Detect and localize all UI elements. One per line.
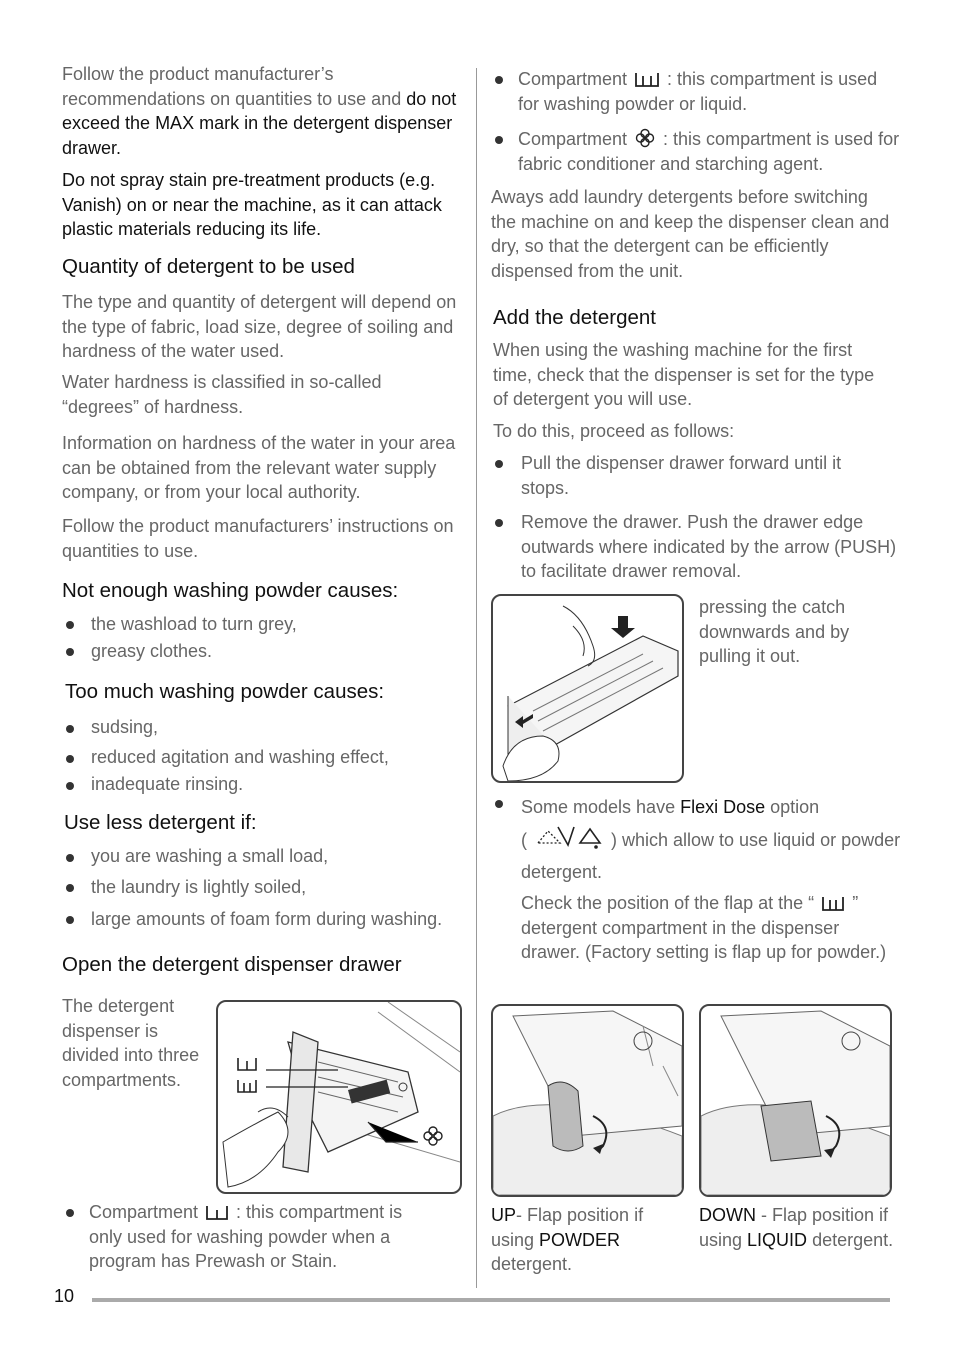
- bullet-icon: [66, 782, 74, 790]
- list-item: the laundry is lightly soiled,: [91, 877, 307, 897]
- softener-flower-icon: [424, 1127, 442, 1145]
- prewash-compartment-icon: [205, 1205, 229, 1221]
- bullet-icon: [66, 854, 74, 862]
- flap-up-caption: [491, 1203, 671, 1277]
- flap-down-label: DOWN: [699, 1205, 756, 1225]
- detergent-word: detergent.: [807, 1229, 894, 1250]
- flexi-dose-icon: [534, 823, 604, 849]
- main-wash-compartment-icon: [634, 72, 660, 88]
- flexi-description: ) which allow to use liquid or powder detergent.: [521, 830, 901, 882]
- quantity-paragraph-2: Water hardness is classified in so-called “degrees” of hardness.: [62, 372, 382, 417]
- bullet-icon: [495, 519, 503, 527]
- main-wash-compartment-icon: [821, 896, 845, 912]
- use-less-heading: Use less detergent if:: [64, 811, 257, 834]
- too-much-heading: Too much washing powder causes:: [65, 680, 385, 703]
- flap-down-illustration: [699, 1004, 892, 1197]
- list-item: the washload to turn grey,: [91, 614, 297, 634]
- open-drawer-paragraph: The detergent dispenser is divided into three compartments.: [62, 996, 200, 1090]
- intro-text: Follow the product manufacturer’s recommendations on quantities to use and: [62, 64, 407, 109]
- bullet-icon: [66, 1209, 74, 1217]
- step-pull-drawer: Pull the dispenser drawer forward until it stops.: [521, 453, 842, 498]
- bullet-icon: [66, 621, 74, 629]
- column-divider: [476, 68, 477, 1288]
- compartment-label: Compartment: [89, 1202, 204, 1222]
- list-item: reduced agitation and washing effect,: [91, 747, 389, 767]
- quantity-paragraph-4: Follow the product manufacturers’ instructions on quantities to use.: [62, 516, 454, 561]
- list-item: greasy clothes.: [91, 641, 213, 661]
- powder-label: POWDER: [539, 1229, 621, 1250]
- bullet-icon: [66, 884, 74, 892]
- bullet-icon: [66, 755, 74, 763]
- check-flap-text: [521, 891, 896, 965]
- intro-paragraph: [62, 62, 462, 160]
- flexi-option: option: [765, 797, 820, 817]
- proceed-paragraph: To do this, proceed as follows:: [493, 421, 735, 441]
- check-flap-label: Check the position of the flap at the “: [521, 893, 820, 913]
- open-drawer-heading: Open the detergent dispenser drawer: [62, 953, 402, 976]
- flexi-label: Some models have: [521, 797, 681, 817]
- flap-up-illustration: [491, 1004, 684, 1197]
- flap-down-text: - Flap position if using: [699, 1205, 889, 1250]
- intro-emphasis: do not exceed the MAX mark in the detergent dispenser drawer.: [62, 88, 457, 158]
- list-item: large amounts of foam form during washing.: [91, 909, 443, 929]
- add-detergent-paragraph: When using the washing machine for the first time, check that the dispenser is set for the type of detergent you will use.: [493, 340, 875, 410]
- flap-up-label: UP: [491, 1205, 517, 1225]
- bullet-icon: [495, 136, 503, 144]
- flap-up-text: - Flap position if using: [491, 1205, 644, 1250]
- compartment-description: : this compartment is used for washing powder or liquid.: [518, 69, 878, 114]
- liquid-label: LIQUID: [747, 1229, 808, 1250]
- add-detergent-heading: Add the detergent: [493, 306, 656, 329]
- bullet-icon: [66, 725, 74, 733]
- drawer-removal-illustration: [491, 594, 684, 783]
- list-item: you are washing a small load,: [91, 846, 329, 866]
- check-flap-description: ” detergent compartment in the dispenser drawer. (Factory setting is flap up for powder.): [521, 893, 887, 963]
- always-add-paragraph: Aways add laundry detergents before switching the machine on and keep the dispenser clean and dry, so that the detergent can be efficiently dispensed from the unit.: [491, 187, 890, 281]
- quantity-heading: Quantity of detergent to be used: [62, 255, 355, 278]
- list-item: sudsing,: [91, 717, 159, 737]
- flexi-dose-name: Flexi Dose: [680, 797, 766, 817]
- page-number: 10: [54, 1286, 75, 1306]
- compartment-label: Compartment: [518, 129, 633, 149]
- footer-rule: [92, 1298, 890, 1302]
- prewash-compartment-icon: [238, 1058, 256, 1070]
- compartment-description: : this compartment is used for fabric conditioner and starching agent.: [518, 129, 900, 174]
- bullet-icon: [495, 76, 503, 84]
- quantity-paragraph-3: Information on hardness of the water in your area can be obtained from the relevant water supply company, or from your local authority.: [62, 433, 456, 503]
- prewash-compartment-text: [89, 1200, 439, 1274]
- stain-warning: Do not spray stain pre-treatment products (e.g. Vanish) on or near the machine, as it can attack plastic materials reducing its life.: [62, 170, 442, 240]
- softener-flower-icon: [634, 128, 656, 148]
- bullet-icon: [66, 916, 74, 924]
- main-wash-compartment-text: [518, 67, 903, 116]
- flexi-dose-text: [521, 791, 901, 888]
- step-remove-continued: pressing the catch downwards and by pulling it out.: [699, 597, 850, 667]
- softener-compartment-text: [518, 127, 903, 176]
- step-remove-drawer: Remove the drawer. Push the drawer edge outwards where indicated by the arrow (PUSH) to facilitate drawer removal.: [521, 512, 897, 582]
- bullet-icon: [495, 800, 503, 808]
- compartment-label: Compartment: [518, 69, 633, 89]
- bullet-icon: [495, 460, 503, 468]
- flexi-paren: (: [521, 830, 532, 850]
- drawer-open-illustration: [216, 1000, 462, 1194]
- bullet-icon: [66, 648, 74, 656]
- compartment-description: : this compartment is only used for washing powder when a program has Prewash or Stain.: [89, 1202, 403, 1272]
- flap-down-caption: [699, 1203, 899, 1252]
- detergent-word: detergent.: [491, 1254, 573, 1275]
- not-enough-heading: Not enough washing powder causes:: [62, 579, 399, 602]
- quantity-paragraph-1: The type and quantity of detergent will depend on the type of fabric, load size, degree of soiling and hardness of the water used.: [62, 292, 457, 362]
- main-wash-compartment-icon: [238, 1080, 256, 1092]
- list-item: inadequate rinsing.: [91, 774, 244, 794]
